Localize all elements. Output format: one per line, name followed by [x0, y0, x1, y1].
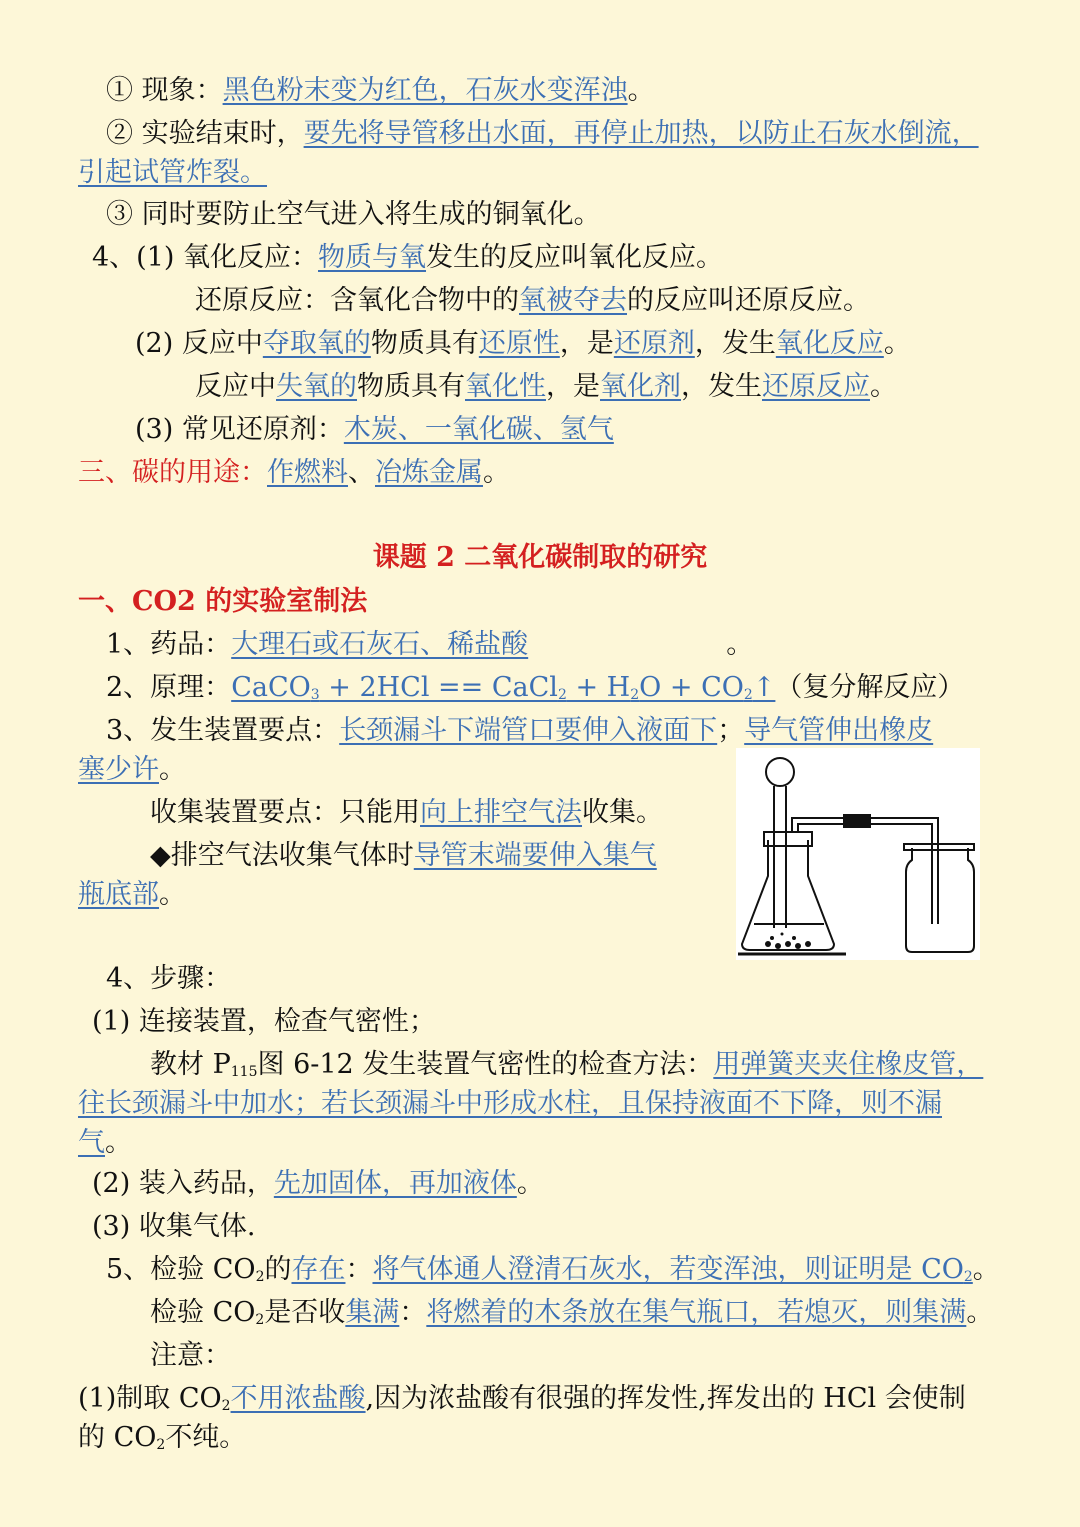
answer-text: 瓶底部	[78, 879, 159, 910]
text: 收集装置要点：只能用	[150, 797, 420, 828]
carbon-uses-line	[78, 454, 510, 492]
text: 不纯。	[165, 1422, 247, 1453]
answer-text: 黑色粉末变为红色，石灰水变浑浊	[222, 75, 628, 106]
text: 1、药品：	[106, 629, 232, 660]
text: 。	[483, 457, 510, 488]
subscript: 2	[255, 1269, 265, 1285]
experiment-end-cont	[78, 154, 267, 192]
text: 。	[159, 879, 186, 910]
answer-text: 失氧的	[276, 371, 357, 402]
text: ② 实验结束时，	[106, 118, 304, 149]
text: （复分解反应）	[775, 672, 965, 703]
subscript: 2	[255, 1312, 265, 1328]
rubber-tube	[844, 815, 870, 827]
text: CaCO	[231, 672, 311, 703]
answer-text: 要先将导管移出水面，再停止加热，以防止石灰水倒流，	[303, 118, 979, 149]
text: 。	[972, 1254, 1000, 1285]
answer-text: 氧被夺去	[519, 285, 627, 316]
co2-full-test-line	[150, 1294, 993, 1339]
collection-points-line	[150, 794, 663, 832]
text: 。	[966, 1297, 994, 1328]
subscript: 2	[557, 687, 567, 703]
answer-text: 物质与氧	[318, 242, 427, 273]
answer-text: 导气管伸出橡皮	[744, 715, 934, 746]
text: 。	[516, 1168, 544, 1199]
answer-text: 用弹簧夹夹住橡皮管，	[713, 1049, 984, 1080]
reducing-agent-line	[135, 325, 911, 363]
air-displacement-cont	[78, 876, 186, 914]
text: (1)制取 CO	[78, 1383, 222, 1414]
answer-text: 塞少许	[78, 754, 159, 785]
generator-points-line	[106, 712, 933, 750]
answer-text: 向上排空气法	[420, 797, 582, 828]
answer-text: 先加固体，再加液体	[273, 1168, 517, 1199]
principle-line	[106, 669, 964, 714]
step-3-line: (3) 收集气体.	[92, 1211, 256, 1242]
answer-text: 冶炼金属	[375, 457, 483, 488]
answer-text: 导管末端要伸入集气	[413, 840, 657, 871]
text: 教材 P	[150, 1049, 231, 1080]
text: 的反应叫还原反应。	[627, 285, 870, 316]
step-2-line	[92, 1165, 544, 1203]
oxidizing-agent-line	[195, 368, 897, 406]
answer-text: 存在	[291, 1254, 346, 1285]
text: 。	[105, 1127, 132, 1158]
airtightness-check-cont2	[78, 1124, 132, 1162]
text: ，是	[559, 328, 614, 359]
subscript: 2	[630, 687, 640, 703]
step-1-line: (1) 连接装置，检查气密性；	[92, 1006, 436, 1037]
experiment-end-line	[106, 115, 979, 153]
generator-points-cont	[78, 751, 186, 789]
text: ；	[717, 715, 745, 746]
co2-apparatus-figure	[736, 748, 980, 960]
note-1-cont	[78, 1419, 246, 1464]
answer-text: 夺取氧的	[262, 328, 371, 359]
answer-text: 不用浓盐酸	[230, 1383, 366, 1414]
text: ,因为浓盐酸有很强的挥发性,挥发出的 HCl 会使制	[365, 1383, 966, 1414]
subscript: 2	[156, 1437, 166, 1453]
text: 的	[264, 1254, 292, 1285]
common-reducers-line	[135, 411, 614, 449]
answer-text: 长颈漏斗下端管口要伸入液面下	[339, 715, 718, 746]
text: 检验 CO	[150, 1297, 256, 1328]
section-heading: 三、碳的用途：	[78, 457, 267, 488]
prevent-oxidation-line: ③ 同时要防止空气进入将生成的铜氧化。	[106, 199, 601, 230]
text: 。	[883, 328, 911, 359]
text: ：	[345, 1254, 373, 1285]
text: (2) 反应中	[135, 328, 263, 359]
airtightness-check-cont	[78, 1085, 942, 1123]
subscript: 2	[743, 687, 753, 703]
text: ：	[399, 1297, 427, 1328]
steps-heading: 4、步骤：	[106, 963, 232, 994]
air-displacement-line	[150, 837, 657, 875]
text: 4、(1) 氧化反应：	[92, 242, 319, 273]
answer-text: 还原性	[478, 328, 560, 359]
text: (3) 常见还原剂：	[135, 414, 344, 445]
text: 收集。	[582, 797, 663, 828]
text: 将气体通人澄清石灰水，若变浑浊，则证明是 CO	[372, 1254, 964, 1285]
answer-text: 引起试管炸裂。	[78, 157, 267, 188]
answer-text: 往长颈漏斗中加水；若长颈漏斗中形成水柱，且保持液面不下降，则不漏	[78, 1088, 942, 1119]
text: 。	[726, 629, 754, 660]
text: 。	[627, 75, 655, 106]
text: 5、检验 CO	[106, 1254, 256, 1285]
subscript: 3	[310, 687, 320, 703]
text: ① 现象：	[106, 75, 223, 106]
text: 。	[870, 371, 897, 402]
subscript: 2	[221, 1398, 231, 1414]
text: ◆排空气法收集气体时	[150, 840, 414, 871]
text: 是否收	[264, 1297, 346, 1328]
text: 图 6-12 发生装置气密性的检查方法：	[257, 1049, 714, 1080]
text: 。	[159, 754, 186, 785]
answer-text: 气	[78, 1127, 105, 1158]
answer-text: 氧化性	[465, 371, 546, 402]
text: ，是	[546, 371, 600, 402]
answer-text: 氧化反应	[775, 328, 884, 359]
reagents-line	[106, 626, 753, 664]
answer-text: 还原反应	[762, 371, 870, 402]
text: ，发生	[681, 371, 762, 402]
text: 、	[348, 457, 375, 488]
text: 还原反应：含氧化合物中的	[195, 285, 519, 316]
text: 发生的反应叫氧化反应。	[426, 242, 724, 273]
observation-line	[106, 72, 655, 110]
text: 3、发生装置要点：	[106, 715, 340, 746]
oxidation-reaction-line	[92, 239, 723, 277]
subscript: 2	[963, 1269, 973, 1285]
text: (2) 装入药品，	[92, 1168, 274, 1199]
answer-text: 还原剂	[613, 328, 695, 359]
answer-text: 集满	[345, 1297, 400, 1328]
section-heading: 一、CO2 的实验室制法	[78, 586, 368, 617]
page-title: 课题 2 二氧化碳制取的研究	[372, 542, 708, 573]
text: ，发生	[694, 328, 776, 359]
text: 反应中	[195, 371, 276, 402]
note-heading: 注意：	[150, 1340, 231, 1371]
text: 2、原理：	[106, 672, 232, 703]
text: 的 CO	[78, 1422, 157, 1453]
text: + H	[566, 672, 631, 703]
answer-text	[372, 1254, 972, 1285]
text: ↑	[752, 672, 776, 703]
equation	[231, 672, 775, 703]
answer-text: 氧化剂	[600, 371, 681, 402]
co2-test-line	[106, 1251, 1000, 1296]
subscript: 115	[230, 1064, 258, 1080]
text: 物质具有	[370, 328, 479, 359]
answer-text: 木炭、一氧化碳、氢气	[343, 414, 614, 445]
answer-text: 作燃料	[267, 457, 348, 488]
reduction-reaction-line	[195, 282, 870, 320]
answer-text: 大理石或石灰石、稀盐酸	[231, 629, 529, 660]
text: O + CO	[639, 672, 744, 703]
text: 物质具有	[357, 371, 465, 402]
text: + 2HCl == CaCl	[319, 672, 558, 703]
answer-text: 将燃着的木条放在集气瓶口，若熄灭，则集满	[426, 1297, 967, 1328]
